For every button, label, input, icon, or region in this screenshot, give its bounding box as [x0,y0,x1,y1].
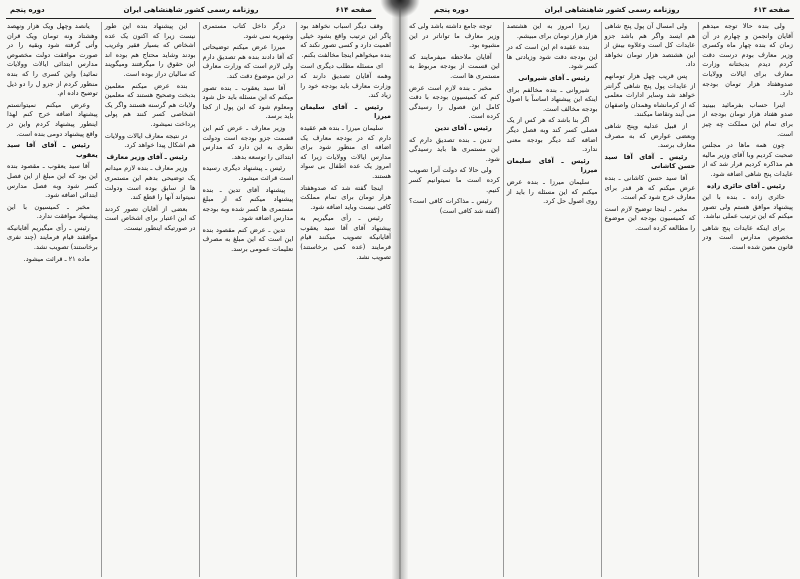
text-column [296,22,394,577]
paragraph: پس قریب چهل هزار تومانهم از عایدات پول پنج شاهی گرانتر خواهد شد وسایر ادارات معلمی که از کرمانشاه وهمدان واصفهان می آیند وتقاضا میکنند. [604,71,696,119]
text-column [199,22,297,577]
paragraph: رئیس ـ آقای تدین [434,123,492,132]
paragraph: مخبر ـ بنده لازم است عرض کنم که کمیسیون بودجه با دقت کامل این فصول را رسیدگی کرده است. [409,83,500,121]
paragraph: تدین ـ عرض کنم مقصود بنده این است که این مبلغ به مصرف تعلیمات عمومی برسد. [202,225,294,254]
right-page [402,0,800,579]
paragraph: این پیشنهاد بنده این طور نیست زیرا که اکنون یک عده اشخاص که بسیار فقیر وغریب بودند وشاید محتاج هم بوده اند این حقوق را میگرفتند ومیگویند که سالیان دراز بوده است. [104,22,196,78]
page-number: صفحه ۶۱۴ [335,6,372,14]
page-number: صفحه ۶۱۳ [753,6,790,14]
paragraph: رئیس ـ پیشنهاد دیگری رسیده است قرائت میشود. [202,164,294,182]
text-column [698,22,796,577]
paragraph: شیروانی ـ بنده مخالفم برای اینکه این پیشنهاد اساساً با اصول بودجه مخالف است. [506,85,598,113]
paragraph: چون همه ماها در مجلس صحبت کردیم وبا آقای وزیر مالیه هم مذاکره کردیم قرار شد که از عایدات پنج شاهی اضافه شود. [702,141,793,178]
paragraph: حائری زاده ـ بنده با این پیشنهاد موافق هستم ولی تصور میکنم که این ترتیب عملی نباشد. [702,193,793,221]
paragraph: ای مسئله مطلب دیگری است وهمه آقایان تصدیق دارند که وزارت معارف باید بودجه خود را زیاد کند. [300,62,391,100]
right-page-columns [406,22,796,577]
paragraph: از قبیل عدلیه وپنج شاهی وبعضی عوارض که به مصرف معارف برسد. [604,121,696,150]
left-page-header [6,4,376,19]
text-column [503,22,601,577]
text-column [601,22,699,577]
paragraph: رئیس ـ آقای حائری زاده [707,181,785,190]
paragraph: تدین ـ بنده تصدیق دارم که این مستمری ها باید رسیدگی شود. [409,135,500,163]
paragraph: رئیس ـ آقای سلیمان میرزا [300,102,391,121]
paragraph: اگر بنا باشد که هر کس از یک فصلی کسر کند وبه فصل دیگر اضافه کند دیگر بودجه معنی ندارد. [506,116,598,154]
paragraph: ولی امسال آن پول پنج شاهی هم ایسد واگر هم باشد جزو عایدات کل است وعلاوه بیش از این هشتصد هزار تومان نخواهد داد. [604,22,696,69]
paragraph: آقا سید حسن کاشانی ـ بنده عرض میکنم که هر قدر برای معارف خرج شود کم است. [604,173,696,202]
paragraph: سلیمان میرزا ـ بنده عرض میکنم که این مسئله را باید از روی اصول حل کرد. [506,177,598,206]
paragraph: رئیس ـ مذاکرات کافی است؟ (گفته شد کافی است) [409,197,500,215]
paragraph: آقایان ملاحظه میفرمایند که این قسمت از بودجه مربوط به مستمری ها است. [409,52,500,80]
paragraph: یانصد وچهل ویک هزار ونهصد وهشتاد ونه تومان ویک قران وأتی گرفته شود وبقیه را در صورت موافقت دولت مخصوص مدارس ابتدائی ایالات وولایات نمائید) واین کسری را که بنده منظور کردم از جزو ل را دو ذیل توضیح داده ام. [7,22,98,98]
paragraph: توجه جامع داشته باشد ولی که وزیر معارف ما تواناتر در این مشیوه بود. [409,22,500,50]
paragraph: درگر داخل کتاب مستمری وشهریه نمی شود. [202,22,294,40]
paragraph: سلیمان میرزا ـ بنده هم عقیده دارم که در بودجه معارف یک اضافه ای منظور شود برای مدارس ایالات وولایات زیرا که امروز یک عده اطفال بی سواد هستند. [300,123,391,180]
term-label: دوره پنجم [434,6,469,14]
paragraph: زیرا امروز به این هشتصد هزار هزار تومان برای مبیشم. [506,22,598,40]
paragraph: ولی بنده حالا توجه میدهم آقایان وانجمن و چهارم در آن زمان که بنده چهار ماه وکسری وزیر معارف بودم درست دقت کردم دیدم بدبختانه وزارت معارف برای ایالات وولایات صدوهفتاد هزار تومان بودجه دارد. [702,22,793,98]
paragraph: پیشنهاد آقای تدین ـ بنده پیشنهاد میکنم که از مبلغ مستمری ها کسر شده وبه بودجه مدارس اضافه شود. [202,185,294,223]
paragraph: رئیس ـ رأی میگیریم آقایانیکه موافقند قیام فرمایند (چند نفری برخاستند) تصویب نشد. [7,223,98,252]
paragraph: ولی حالا که دولت آنرا تصویب کرده است ما نمیتوانیم کسر کنیم. [409,166,500,194]
left-page [0,0,398,579]
paragraph: رئیس ـ رأی میگیریم به پیشنهاد آقای آقا سید یعقوب آقایانیکه تصویب میکنند قیام فرمایند (عده کمی برخاستند) تصویب نشد. [300,214,391,261]
paragraph: آقا سید یعقوب ـ بنده تصور میکنم که این مسئله باید حل شود ومعلوم شود که این پول از کجا باید برسد. [202,83,294,121]
paragraph: رئیس ـ آقای آقا سید یعقوب [7,141,98,159]
paragraph: اینرا حساب بفرمائید ببینید صدو هفتاد هزار تومان بودجه از برای تمام این مملکت چه چیز است. [702,100,793,138]
paragraph: رئیس ـ آقای شیروانی [518,73,590,82]
paragraph: در نتیجه معارف ایالات وولایات هم اشکال پیدا خواهد کرد. [104,131,196,150]
paragraph: بنده عرض میکنم معلمین بدبخت وصحیح هستند که معلمین ولایات هم گرسنه هستند واگر یک اشخاصی کسر کنند هم پولی پرداخت نمیشود. [104,81,196,128]
paragraph: آقا سید یعقوب ـ مقصود بنده این بود که این مبلغ از این فصل کسر شود وبه فصل مدارس ابتدائی اضافه شود. [7,162,98,200]
paragraph: وعرض میکنم نمیتوانستم پیشنهاد اضافه خرج کنم لهذا اینطور پیشنهاد کردم واین در واقع پیشنهاد دومی بنده است. [7,100,98,138]
text-column [4,22,101,577]
paragraph: میرزا عرض میکنم توضیحاتی که آقا دادند بنده هم تصدیق دارم ولی لازم است که وزارت معارف در این موضوع دقت کند. [202,43,294,80]
right-page-header [430,4,794,19]
paragraph: رئیس ـ آقای آقا سید حسن کاشانی [604,152,696,171]
paragraph: بنده عقیده ام این است که در این بودجه دقت شود وزیادتی ها کسر شود. [506,43,598,71]
paragraph: رئیس ـ آقای وزیر معارف [106,152,188,161]
paragraph: وقف دیگر اسباب نخواهد بود پاگر این ترتیب واقع بشود خیلی اهمیت دارد و کسی تصور نکند که بنده میخواهم اینجا مخالفت بکنم. [300,22,391,59]
newspaper-title: روزنامه رسمی کشور شاهنشاهی ایران [544,6,680,14]
page-curl-shadow [380,0,420,18]
newspaper-title: روزنامه رسمی کشور شاهنشاهی ایران [123,6,259,14]
text-column [406,22,503,577]
paragraph: برای اینکه عایدات پنج شاهی مخصوص مدارس است ودر قانون معین شده است. [702,223,793,252]
paragraph: رئیس ـ آقای سلیمان میرزا [506,156,598,175]
paragraph: اینجا گفته شد که صدوهفتاد هزار تومان برای تمام مملکت کافی نیست وباید اضافه شود. [300,183,391,211]
paragraph: مخبر ـ اینجا توضیح لازم است که کمیسیون بودجه این موضوع را مطالعه کرده است. [604,204,696,232]
paragraph: مخبر ـ کمیسیون با این پیشنهاد موافقت ندارد. [7,202,98,221]
paragraph: بعضی از آقایان تصور کردند که این اعتبار برای اشخاص است در صورتیکه اینطور نیست. [104,204,196,232]
paragraph: وزیر معارف ـ عرض کنم این قسمت جزو بودجه است ودولت نظری به این دارد که مدارس ابتدائی را توسعه بدهد. [202,123,294,161]
text-column [101,22,199,577]
book-spine [392,0,408,579]
paragraph: وزیر معارف ـ بنده لازم میدانم یک توضیحی بدهم این مستمری ها از سابق بوده است ودولت نمیتواند آنها را قطع کند. [104,164,196,202]
left-page-columns [4,22,394,577]
term-label: دوره پنجم [10,6,45,14]
paragraph: ماده ۲۱ ـ قرائت میشود. [23,254,90,263]
